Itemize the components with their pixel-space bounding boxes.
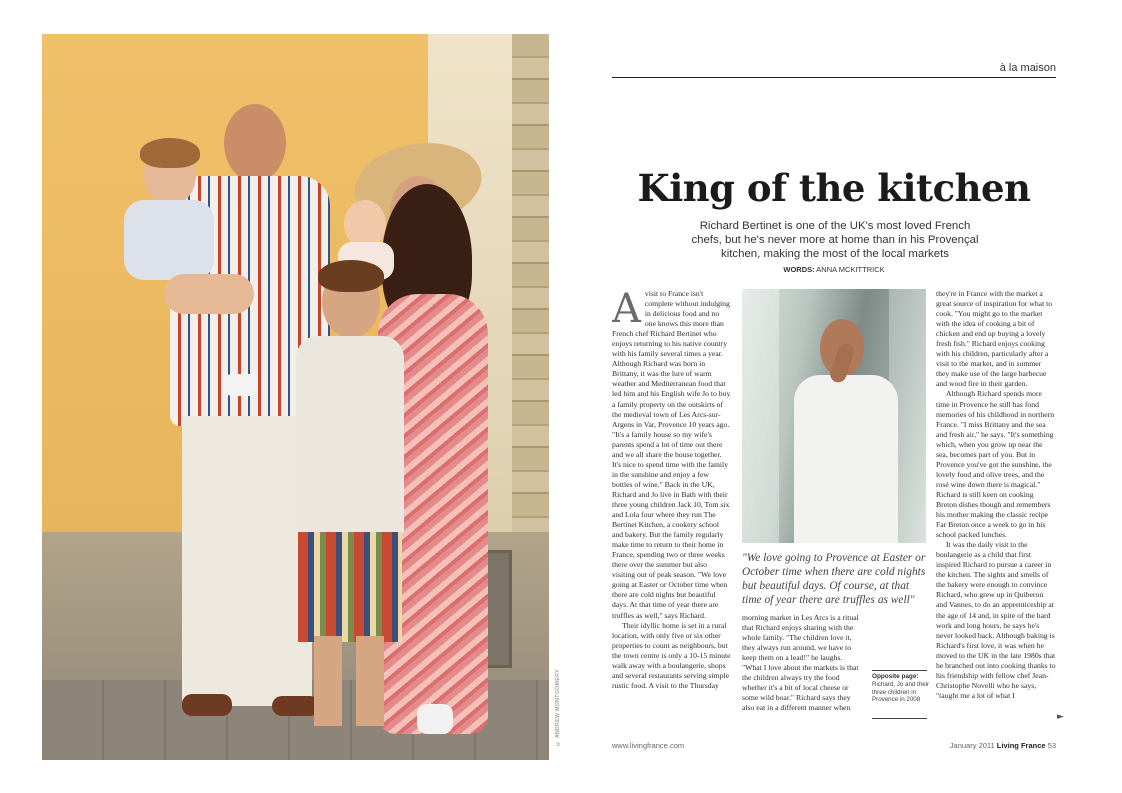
photo-toddler [104,144,224,394]
folio-magazine: Living France [996,741,1046,750]
caption-rule-top [872,670,927,671]
pull-quote: "We love going to Provence at Easter or October time when there are cold nights but beautiful days. Of course, at that time of year there are truffles as well" [742,552,926,606]
body-paragraph: It was the daily visit to the boulangerie as a child that first inspired Richard to pursue a career in the kitchen. The sights and smells of the bakery were enough to convince Richard, who grew up in Quiberon and Vannes, to do an apprenticeship at the age of 14 and, in spite of the hard work and long hours, he says he's never looked back. Although baking is Richard's first love, it was when he moved to the UK in the late 1980s that he branched out into cooking thanks to his friendship with fellow chef Jean-Christophe Novelli who he says, "taught me a lot of what I [936,540,1056,700]
caption-text: Richard, Jo and their three children in Provence in 2008 [872,681,930,704]
body-paragraph: Their idyllic home is set in a rural location, with only five or six other properties to count as neighbours, but the town centre is only a 10-15 minute walk away with a boulangerie, shops and several restaurants serving simple rustic food. A visit to the Thursday [612,620,731,690]
section-label: à la maison [999,62,1056,74]
body-paragraph: morning market in Les Arcs is a ritual that Richard enjoys sharing with the whole family. "The children love it, they always run around, we have to keep them on a lead!" he laughs. "What I love about the markets is that the children always try the food whether it's a bit of local cheese or some wild boar." Richard says they also eat in a different manner when [742,613,859,713]
drop-cap: A [612,289,641,332]
article-title: King of the kitchen [637,166,1031,210]
header-rule [612,77,1056,78]
continue-arrow-icon: ► [1057,712,1064,722]
byline-label: WORDS: [783,265,815,274]
folio-date: January 2011 [949,741,995,750]
body-column-2 [742,613,862,731]
chef-photo [742,289,926,543]
caption-rule-bottom [872,718,927,719]
family-photo [42,34,549,760]
byline-author: ANNA MCKITTRICK [816,265,885,274]
photo-credit: © ANDREW MONTGOMERY [555,668,561,746]
caption-title: Opposite page: [872,673,919,680]
body-paragraph: visit to France isn't complete without indulging in delicious food and no one knows this more than French chef Richard Bertinet who enjoys returning to his native country with his family several times a year. Although Richard was born in Brittany, it was the lure of warm weather and Mediterranean food that led him and his English wife Jo to buy a family property on the outskirts of the medieval town of Les Arcs-sur-Argens in Var, Provence 10 years ago. "It's a family house so my wife's parents spend a lot of time out there and we all share the house together. It's nice to spend time with the family in the sunshine and enjoy a few bottles of wine." Back in the UK, Richard and Jo live in Bath with their three young children Jack 10, Tom six and Lola four where they run The Bertinet Kitchen, a cookery school and bakery. But the family regularly make time to return to their home in France, spending two or three weeks there over the summer but also visiting out of peak season. "We love going at Easter or October time when there are cold nights but beautiful days. At that time of year there are truffles as well," says Richard. [612,289,731,620]
folio-page: 53 [1047,741,1056,750]
footer-url[interactable]: www.livingfrance.com [612,741,685,750]
standfirst: Richard Bertinet is one of the UK's most loved French chefs, but he's never more at home than in his Provençal kitchen, making the most of the local markets [691,220,979,260]
folio [900,741,1056,750]
body-paragraph: they're in France with the market a great source of inspiration for what to cook. "You might go to the market with the idea of cooking a bit of chicken and end up buying a lovely fresh fish." Richard enjoys cooking with his children, particularly after a visit to the market, and in summer they make use of the large barbecue and wood fire in their garden. [936,289,1053,389]
body-column-3 [936,289,1056,729]
byline [612,265,1056,274]
photo-boy [284,266,414,746]
body-column-1 [612,289,731,729]
body-paragraph: Although Richard spends more time in Provence he still has fond memories of his childhood in northern France. "I miss Brittany and the sea and fresh air," he says. "It's something which, when you grow up near the sea, becomes part of you. But in Provence you've got the sunshine, the lovely food and olive trees, and the rosé wine down there is magical." Richard is still keen on cooking Breton dishes though and remembers his mother making the classic recipe Far Breton once a week to go in his school packed lunches. [936,389,1055,540]
